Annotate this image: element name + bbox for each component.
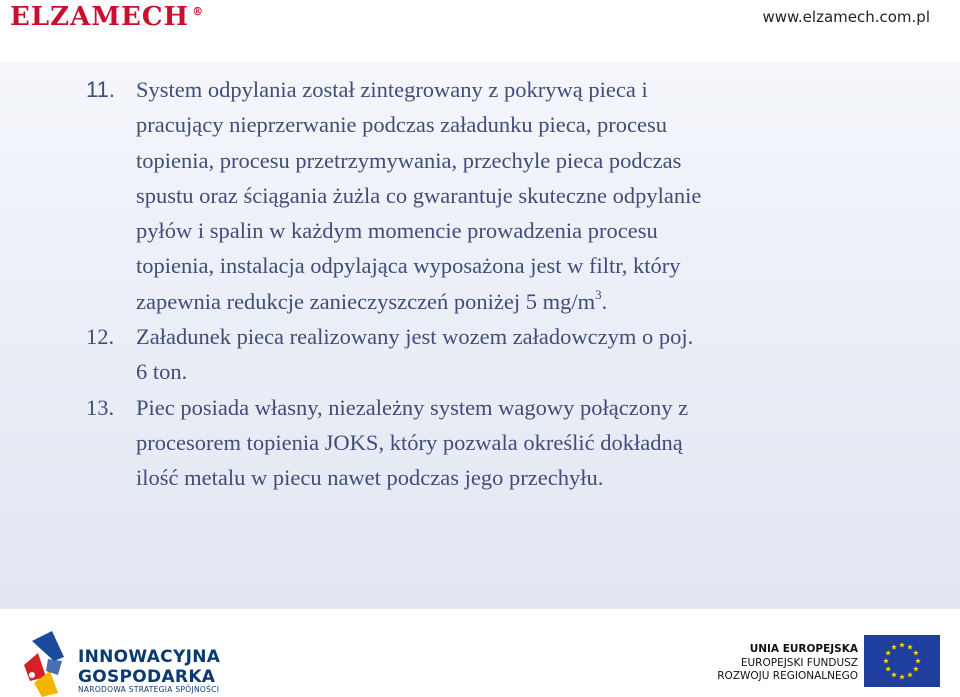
list-item-12 xyxy=(86,319,936,390)
item-line: System odpylania został zintegrowany z pokrywą pieca i xyxy=(136,77,648,102)
item-line: pyłów i spalin w każdym momencie prowadzenia procesu xyxy=(136,218,658,244)
ig-subtitle: GOSPODARKA xyxy=(78,667,216,687)
item-line: Załadunek pieca realizowany jest wozem załadowczym o poj. xyxy=(136,324,694,350)
ig-tagline: NARODOWA STRATEGIA SPÓJNOŚCI xyxy=(78,685,220,694)
item-line: ilość metalu w piecu nawet podczas jego przechyłu. xyxy=(136,465,604,491)
item-line: spustu oraz ściągania żużla co gwarantuje skuteczne odpylanie xyxy=(136,182,702,208)
list-item-11 xyxy=(86,72,936,319)
header xyxy=(0,0,960,60)
unit-superscript: 3 xyxy=(595,286,602,302)
item-line: 6 ton. xyxy=(136,359,188,385)
item-number: 12. xyxy=(86,324,115,350)
ig-title: INNOWACYJNA xyxy=(78,647,221,667)
item-line xyxy=(136,284,936,319)
eu-fund-line1: EUROPEJSKI FUNDUSZ xyxy=(740,657,858,669)
list-item-13 xyxy=(86,390,936,496)
slide-body xyxy=(0,62,960,609)
item-line: procesorem topienia JOKS, który pozwala określić dokładną xyxy=(136,429,683,455)
item-line: pracujący nieprzerwanie podczas załadunku pieca, procesu xyxy=(136,112,667,138)
innowacyjna-gospodarka-logo-icon xyxy=(24,631,64,697)
eu-fund-line2: ROZWOJU REGIONALNEGO xyxy=(717,670,858,682)
item-line: topienia, procesu przetrzymywania, przechyle pieca podczas xyxy=(136,147,682,173)
logo-text: ELZAMECH xyxy=(10,2,190,32)
item-line-text: zapewnia redukcje zanieczyszczeń poniżej 5 mg/m xyxy=(136,288,596,314)
eu-flag-icon xyxy=(864,635,940,687)
elzamech-logo[interactable] xyxy=(10,2,204,32)
item-number: 11. xyxy=(86,77,115,102)
item-line: Piec posiada własny, niezależny system wagowy połączony z xyxy=(136,394,689,420)
website-url[interactable]: www.elzamech.com.pl xyxy=(762,8,930,26)
eu-text-block xyxy=(717,642,858,683)
footer xyxy=(0,609,960,697)
item-line-end: . xyxy=(601,288,608,314)
numbered-list xyxy=(86,72,936,496)
registered-mark: ® xyxy=(192,5,205,19)
eu-title: UNIA EUROPEJSKA xyxy=(749,643,858,655)
item-line: topienia, instalacja odpylająca wyposażona jest w filtr, który xyxy=(136,253,681,279)
item-number: 13. xyxy=(86,394,115,420)
